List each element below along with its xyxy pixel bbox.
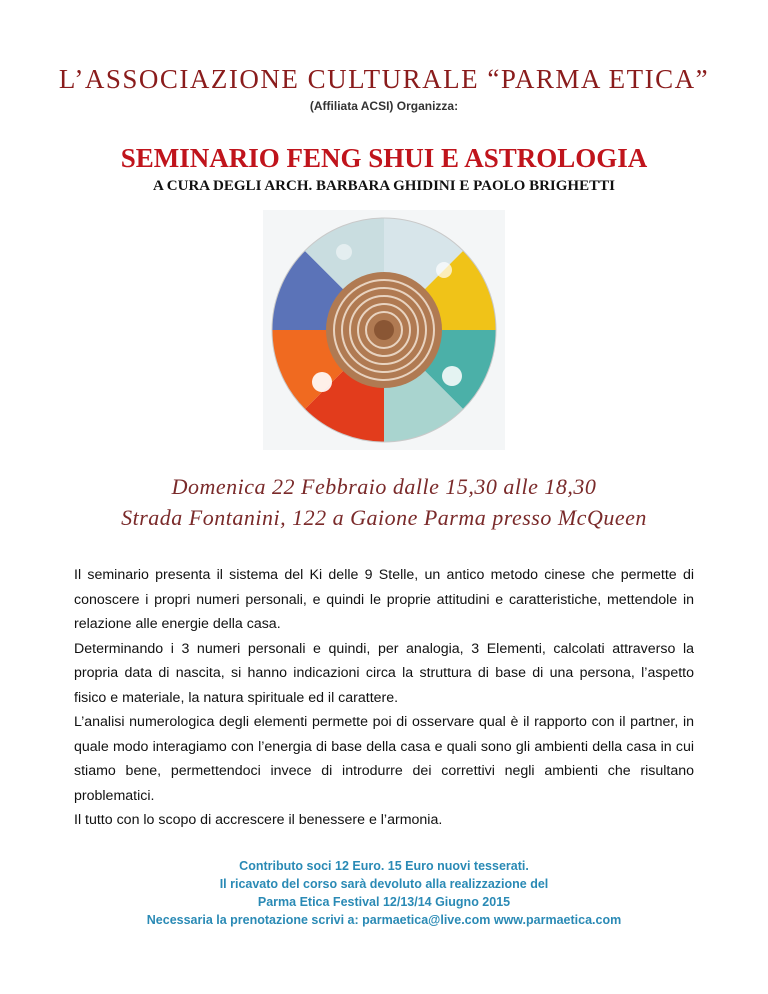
footer-booking: Necessaria la prenotazione scrivi a: parmaetica@live.com www.parmaetica.com: [146, 913, 622, 927]
event-date: Domenica 22 Febbraio dalle 15,30 alle 18,30: [171, 474, 597, 499]
body-paragraph: Determinando i 3 numeri personali e quindi, per analogia, 3 Elementi, calcolati attraverso la propria data di nascita, si hanno indicazioni circa la struttura di base di una persona, l’aspetto fisico e materiale, la natura spirituale ed il carattere.: [74, 640, 694, 706]
body-paragraph: Il tutto con lo scopo di accrescere il benessere e l’armonia.: [74, 812, 443, 828]
footer: [0, 857, 768, 929]
mandala-artwork-icon: [263, 210, 505, 450]
affiliation-text: (Affiliata ACSI) Organizza:: [309, 99, 459, 113]
body-text: [74, 563, 694, 833]
footer-price: Contributo soci 12 Euro. 15 Euro nuovi tesserati.: [239, 859, 529, 873]
footer-proceeds: Il ricavato del corso sarà devoluto alla realizzazione del: [219, 877, 549, 891]
seminar-title: SEMINARIO FENG SHUI E ASTROLOGIA: [120, 143, 648, 173]
body-paragraph: Il seminario presenta il sistema del Ki delle 9 Stelle, un antico metodo cinese che permette di conoscere i propri numeri personali, e quindi le proprie attitudini e caratteristiche, mettendole in relazione alle energie della casa.: [74, 567, 694, 632]
event-place: Strada Fontanini, 122 a Gaione Parma presso McQueen: [121, 505, 647, 530]
seminar-subtitle: A CURA DEGLI ARCH. BARBARA GHIDINI E PAOLO BRIGHETTI: [153, 178, 615, 194]
org-title: L’ASSOCIAZIONE CULTURALE “PARMA ETICA”: [58, 64, 710, 94]
footer-festival: Parma Etica Festival 12/13/14 Giugno 2015: [257, 895, 511, 909]
body-paragraph: L’analisi numerologica degli elementi permette poi di osservare qual è il rapporto con il partner, in quale modo interagiamo con l’energia di base della casa e quali sono gli ambienti della casa in cui stiamo bene, permettendoci invece di introdurre dei correttivi negli ambienti che risultano problematici.: [74, 714, 694, 804]
